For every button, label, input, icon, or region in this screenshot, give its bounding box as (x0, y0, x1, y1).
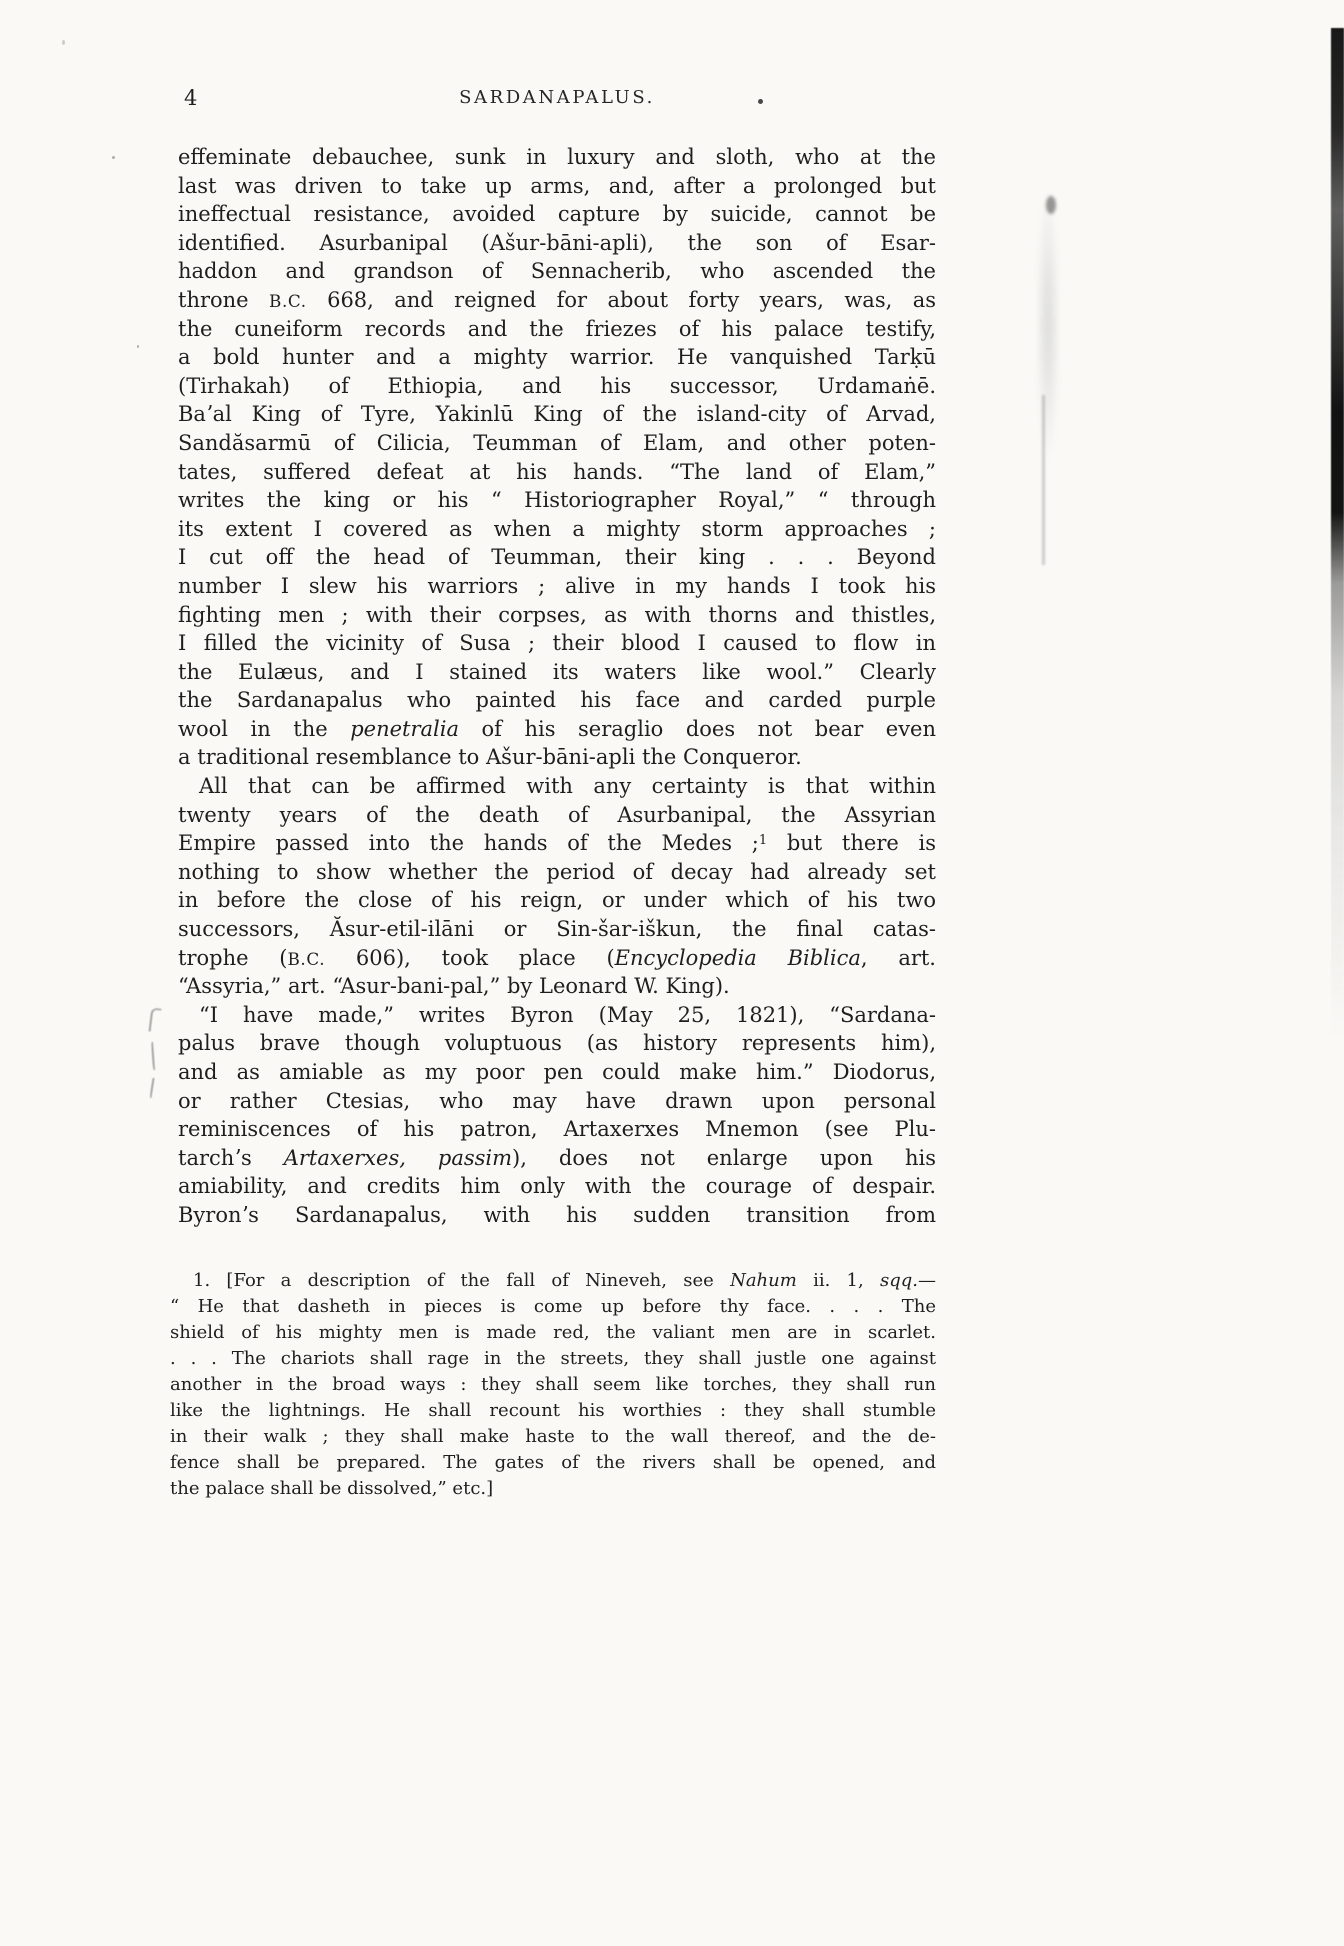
text-segment: , art. (860, 945, 936, 970)
text-segment: ), does not enlarge upon his (512, 1145, 936, 1170)
text-line (178, 286, 936, 315)
text-segment: haddon and grandson of Sennacherib, who ascended the (178, 259, 936, 284)
text-segment: a traditional resemblance to Ašur-bāni-apli the Conqueror. (178, 745, 802, 770)
text-segment: tates, suffered defeat at his hands. “The land of Elam,” (178, 459, 936, 484)
text-segment: a bold hunter and a mighty warrior. He vanquished Tarḳū (178, 345, 936, 370)
text-line (170, 1320, 936, 1346)
scan-artifact-speck (137, 345, 139, 348)
text-segment: B.C. (287, 948, 326, 969)
text-segment: 1. [For a description of the fall of Nineveh, see (193, 1270, 731, 1291)
text-line (178, 543, 936, 572)
margin-pencil-mark (151, 1042, 155, 1070)
text-segment: but there is (767, 831, 936, 856)
paragraph (178, 143, 936, 772)
text-line (178, 686, 936, 715)
text-line (178, 372, 936, 401)
text-segment: writes the king or his “ Historiographer Royal,” “ through (178, 488, 936, 513)
text-line (178, 1029, 936, 1058)
scan-artifact-speck (112, 156, 115, 159)
text-line (178, 715, 936, 744)
text-segment: (Tirhakah) of Ethiopia, and his successor, Urdamaṅē. (178, 373, 936, 398)
text-line (178, 972, 936, 1001)
scan-artifact-right-edge-bar (1331, 28, 1344, 1038)
text-segment: Artaxerxes, passim (283, 1145, 513, 1170)
text-segment: I cut off the head of Teumman, their king . . . Beyond (178, 545, 936, 570)
scan-artifact-speck (62, 40, 65, 45)
page-header (178, 86, 936, 116)
text-segment: fighting men ; with their corpses, as with thorns and thistles, (178, 602, 936, 627)
text-segment: . . . The chariots shall rage in the streets, they shall justle one against (170, 1348, 936, 1369)
text-line (178, 172, 936, 201)
text-segment: Baʼal King of Tyre, Yakinlū King of the island-city of Arvad, (178, 402, 936, 427)
scan-artifact-streak (1042, 395, 1045, 565)
text-line (178, 1172, 936, 1201)
text-line (178, 772, 936, 801)
text-line (178, 257, 936, 286)
text-segment: 1 (758, 833, 768, 849)
text-line (178, 515, 936, 544)
text-segment: ineffectual resistance, avoided capture by suicide, cannot be (178, 202, 936, 227)
text-segment: number I slew his warriors ; alive in my hands I took his (178, 573, 936, 598)
text-line (178, 829, 936, 858)
text-line (170, 1450, 936, 1476)
text-segment: successors, Ăsur-etil-ilāni or Sin-šar-iškun, the final catas- (178, 917, 936, 942)
text-line (178, 229, 936, 258)
text-line (178, 658, 936, 687)
text-line (178, 743, 936, 772)
text-segment: identified. Asurbanipal (Ašur-bāni-apli), the son of Esar- (178, 230, 936, 255)
text-segment: the Eulæus, and I stained its waters like wool.” Clearly (178, 659, 936, 684)
text-line (178, 343, 936, 372)
page-number: 4 (184, 86, 198, 110)
margin-pencil-mark (149, 1007, 162, 1032)
text-line (170, 1294, 936, 1320)
text-segment: effeminate debauchee, sunk in luxury and sloth, who at the (178, 145, 936, 169)
text-segment: the cuneiform records and the friezes of his palace testify, (178, 316, 936, 341)
text-segment: of his seraglio does not bear even (459, 716, 936, 741)
text-segment: 668, and reigned for about forty years, was, as (306, 287, 936, 312)
text-segment: Byronʼs Sardanapalus, with his sudden transition from (178, 1202, 936, 1227)
scan-artifact-smudge (1030, 165, 1066, 565)
paragraph (178, 772, 936, 1001)
text-segment: penetralia (350, 716, 459, 741)
text-segment: Encyclopedia Biblica (614, 945, 861, 970)
text-segment: I filled the vicinity of Susa ; their blood I caused to flow in (178, 631, 936, 656)
text-segment: “I have made,” writes Byron (May 25, 1821), “Sardana- (199, 1002, 936, 1027)
text-line (178, 458, 936, 487)
text-segment: amiability, and credits him only with the courage of despair. (178, 1174, 936, 1199)
text-line (170, 1476, 936, 1502)
text-line (178, 601, 936, 630)
paragraph (170, 1268, 936, 1502)
text-line (170, 1346, 936, 1372)
text-segment: Empire passed into the hands of the Medes ; (178, 831, 759, 856)
text-segment: Nahum (730, 1270, 797, 1291)
text-segment: the palace shall be dissolved,” etc.] (170, 1478, 494, 1499)
text-segment: last was driven to take up arms, and, after a prolonged but (178, 173, 936, 198)
margin-pencil-mark (149, 1078, 154, 1098)
text-segment: Sandăsarmū of Cilicia, Teumman of Elam, and other poten- (178, 430, 936, 455)
text-line (178, 886, 936, 915)
text-line (178, 200, 936, 229)
text-line (178, 915, 936, 944)
text-line (178, 143, 936, 172)
text-segment: “Assyria,” art. “Asur-bani-pal,” by Leonard W. King). (178, 974, 730, 999)
running-head: SARDANAPALUS. (459, 87, 655, 108)
text-line (178, 1001, 936, 1030)
text-segment: wool in the (178, 716, 351, 741)
text-segment: tarchʼs (178, 1145, 284, 1170)
text-segment: ii. 1, (796, 1270, 880, 1291)
text-line (178, 572, 936, 601)
text-segment: its extent I covered as when a mighty storm approaches ; (178, 516, 936, 541)
text-segment: “ He that dasheth in pieces is come up before thy face. . . . The (170, 1296, 936, 1317)
text-segment: and as amiable as my poor pen could make him.” Diodorus, (178, 1060, 936, 1084)
text-line (178, 1087, 936, 1116)
text-segment: reminiscences of his patron, Artaxerxes Mnemon (see Plu- (178, 1117, 936, 1142)
text-line (170, 1268, 936, 1294)
text-line (178, 1115, 936, 1144)
text-segment: nothing to show whether the period of decay had already set (178, 859, 936, 884)
text-line (178, 1058, 936, 1087)
text-segment: shield of his mighty men is made red, the valiant men are in scarlet. (170, 1322, 936, 1343)
text-line (178, 1201, 936, 1230)
text-line (170, 1372, 936, 1398)
text-segment: All that can be affirmed with any certainty is that within (199, 774, 936, 799)
text-segment: 606), took place ( (325, 945, 615, 970)
text-line (178, 429, 936, 458)
text-segment: palus brave though voluptuous (as history represents him), (178, 1031, 936, 1056)
text-segment: B.C. (269, 290, 307, 311)
text-segment: trophe ( (178, 945, 288, 970)
text-segment: fence shall be prepared. The gates of the rivers shall be opened, and (170, 1452, 936, 1473)
text-line (178, 629, 936, 658)
body-text (178, 143, 936, 1230)
text-line (178, 944, 936, 973)
text-line (178, 1144, 936, 1173)
footnote (170, 1268, 936, 1502)
text-line (178, 858, 936, 887)
text-segment: another in the broad ways : they shall seem like torches, they shall run (170, 1374, 936, 1395)
text-line (178, 400, 936, 429)
scan-artifact-blob (1046, 196, 1056, 214)
text-segment: or rather Ctesias, who may have drawn upon personal (178, 1088, 936, 1113)
text-segment: in their walk ; they shall make haste to the wall thereof, and the de- (170, 1426, 936, 1447)
text-line (178, 801, 936, 830)
text-line (170, 1424, 936, 1450)
paragraph (178, 1001, 936, 1230)
text-segment: in before the close of his reign, or under which of his two (178, 888, 936, 913)
text-line (178, 315, 936, 344)
text-line (170, 1398, 936, 1424)
text-segment: like the lightnings. He shall recount his worthies : they shall stumble (170, 1400, 936, 1421)
text-line (178, 486, 936, 515)
text-segment: — (918, 1270, 936, 1291)
text-segment: the Sardanapalus who painted his face and carded purple (178, 688, 936, 713)
text-segment: twenty years of the death of Asurbanipal, the Assyrian (178, 802, 936, 827)
text-segment: throne (178, 287, 270, 312)
text-segment: sqq. (880, 1270, 919, 1291)
